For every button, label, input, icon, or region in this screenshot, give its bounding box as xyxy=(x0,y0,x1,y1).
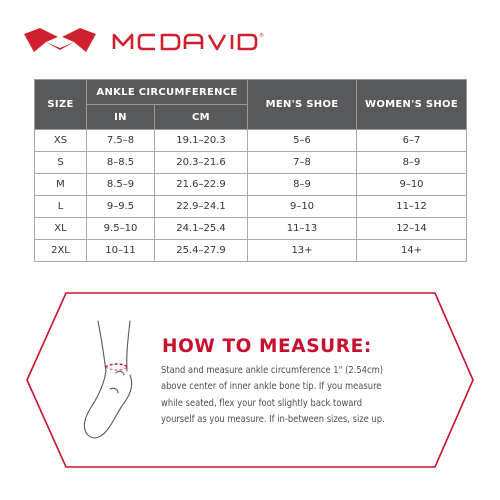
cell-in: 8–8.5 xyxy=(87,152,155,174)
instruction-line: while seated, flex your foot slightly back toward xyxy=(161,397,362,409)
header-cm: CM xyxy=(155,105,248,130)
table-row xyxy=(35,240,467,262)
cell-in: 10–11 xyxy=(87,240,155,262)
cell-in: 9–9.5 xyxy=(87,196,155,218)
cell-size: XL xyxy=(35,218,87,240)
instruction-line: yourself as you measure. If in-between sizes, size up. xyxy=(161,414,385,426)
cell-cm: 19.1–20.3 xyxy=(155,130,248,152)
cell-cm: 20.3–21.6 xyxy=(155,152,248,174)
instruction-line: Stand and measure ankle circumference 1" (2.54cm) xyxy=(161,365,383,376)
header-size: SIZE xyxy=(35,80,87,130)
cell-size: XS xyxy=(35,130,87,152)
cell-size: 2XL xyxy=(35,240,87,262)
brand-logo xyxy=(22,26,322,56)
cell-womens: 6–7 xyxy=(357,130,467,152)
cell-cm: 21.6–22.9 xyxy=(155,174,248,196)
how-to-measure-instructions xyxy=(161,363,461,429)
cell-size: M xyxy=(35,174,87,196)
cell-mens: 7–8 xyxy=(248,152,357,174)
size-table xyxy=(34,79,467,262)
header-womens-shoe: WOMEN'S SHOE xyxy=(357,80,467,130)
table-row xyxy=(35,196,467,218)
table-row xyxy=(35,218,467,240)
cell-cm: 22.9–24.1 xyxy=(155,196,248,218)
table-row xyxy=(35,130,467,152)
cell-mens: 8–9 xyxy=(248,174,357,196)
instruction-line: above center of inner ankle bone tip. If you measure xyxy=(161,381,382,393)
header-ankle-circumference: ANKLE CIRCUMFERENCE xyxy=(87,80,248,105)
cell-cm: 24.1–25.4 xyxy=(155,218,248,240)
how-to-measure-title: HOW TO MEASURE: xyxy=(162,336,372,357)
cell-womens: 14+ xyxy=(357,240,467,262)
mcdavid-logo-icon xyxy=(22,26,322,56)
table-row xyxy=(35,152,467,174)
ankle-foot-icon xyxy=(78,315,150,445)
cell-in: 8.5–9 xyxy=(87,174,155,196)
cell-womens: 8–9 xyxy=(357,152,467,174)
cell-mens: 13+ xyxy=(248,240,357,262)
cell-mens: 9–10 xyxy=(248,196,357,218)
cell-in: 9.5–10 xyxy=(87,218,155,240)
how-to-measure-panel xyxy=(0,285,500,475)
cell-mens: 5–6 xyxy=(248,130,357,152)
registered-mark: ® xyxy=(259,33,264,39)
cell-womens: 12–14 xyxy=(357,218,467,240)
cell-womens: 11–12 xyxy=(357,196,467,218)
header-mens-shoe: MEN'S SHOE xyxy=(248,80,357,130)
table-row xyxy=(35,174,467,196)
cell-womens: 9–10 xyxy=(357,174,467,196)
cell-size: S xyxy=(35,152,87,174)
cell-mens: 11–13 xyxy=(248,218,357,240)
cell-in: 7.5–8 xyxy=(87,130,155,152)
header-in: IN xyxy=(87,105,155,130)
cell-cm: 25.4–27.9 xyxy=(155,240,248,262)
cell-size: L xyxy=(35,196,87,218)
